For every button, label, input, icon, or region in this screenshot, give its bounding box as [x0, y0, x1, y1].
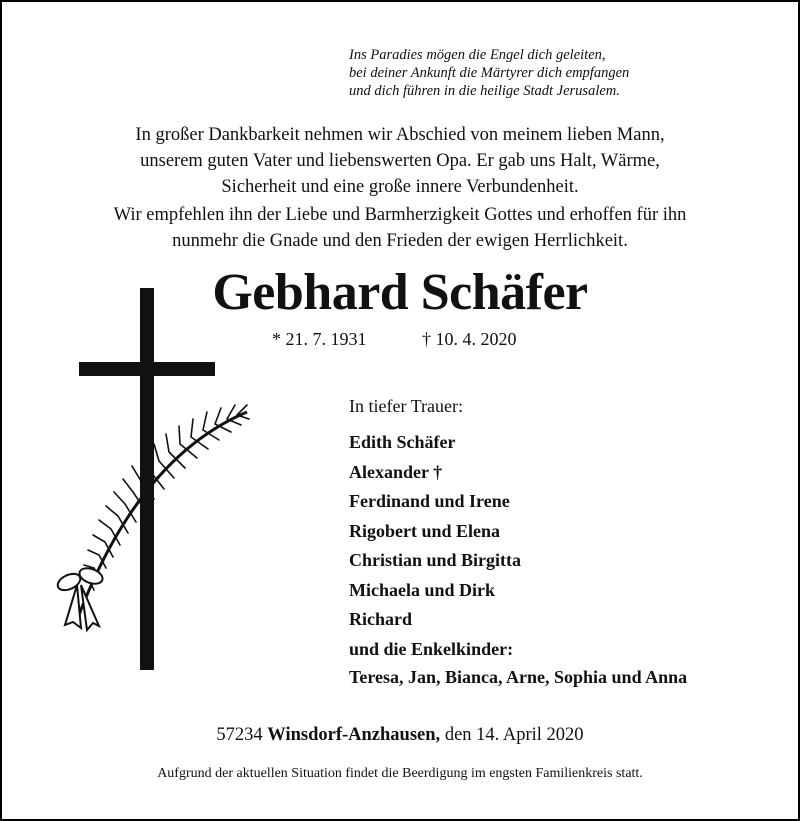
intro-line: Wir empfehlen ihn der Liebe und Barmherzigkeit Gottes und erhoffen für ihn: [113, 205, 687, 225]
intro-line: nunmehr die Gnade und den Frieden der ewigen Herrlichkeit.: [172, 231, 628, 251]
postcode: 57234: [216, 725, 263, 745]
mourners-lead: In tiefer Trauer:: [349, 396, 463, 416]
notice-date: den 14. April 2020: [444, 725, 584, 745]
town: Winsdorf-Anzhausen,: [267, 725, 441, 745]
mourner-name: und die Enkelkinder:: [349, 638, 514, 659]
mourner-name: Christian und Birgitta: [349, 550, 522, 570]
intro-line: Sicherheit und eine große innere Verbundenheit.: [221, 177, 579, 197]
palm-stem: [77, 412, 247, 620]
grandchildren-names: Teresa, Jan, Bianca, Arne, Sophia und Anna: [349, 667, 688, 687]
verse-line: bei deiner Ankunft die Märtyrer dich empfangen: [349, 65, 630, 81]
verse-line: Ins Paradies mögen die Engel dich geleiten,: [349, 47, 606, 63]
intro-line: In großer Dankbarkeit nehmen wir Abschied von meinem lieben Mann,: [135, 125, 665, 145]
palm-fronds: [80, 405, 249, 590]
death-date: † 10. 4. 2020: [422, 329, 517, 349]
mourner-name: Ferdinand und Irene: [349, 491, 510, 511]
mourner-name: Edith Schäfer: [349, 432, 456, 452]
intro-paragraph-2: [22, 202, 778, 254]
mourner-name: Alexander †: [349, 461, 443, 482]
intro-paragraph-1: [22, 122, 778, 200]
ribbon-bow: [55, 565, 105, 630]
deceased-name: Gebhard Schäfer: [212, 264, 588, 321]
verse-line: und dich führen in die heilige Stadt Jerusalem.: [349, 83, 620, 99]
cross-horizontal-beam: [79, 362, 215, 376]
mourner-name: Rigobert und Elena: [349, 520, 501, 541]
mourner-name: Michaela und Dirk: [349, 579, 496, 600]
funeral-note: Aufgrund der aktuellen Situation findet die Beerdigung im engsten Familienkreis statt.: [157, 766, 643, 781]
birth-date: * 21. 7. 1931: [272, 329, 367, 349]
cross-vertical-beam: [140, 288, 154, 670]
intro-line: unserem guten Vater und liebenswerten Opa. Er gab uns Halt, Wärme,: [140, 151, 660, 171]
mourner-name: Richard: [349, 609, 412, 629]
place-and-date: [2, 723, 798, 747]
cross-with-palm-branch-icon: [47, 280, 257, 680]
verse: [349, 46, 749, 100]
mourners-block: [349, 394, 779, 688]
